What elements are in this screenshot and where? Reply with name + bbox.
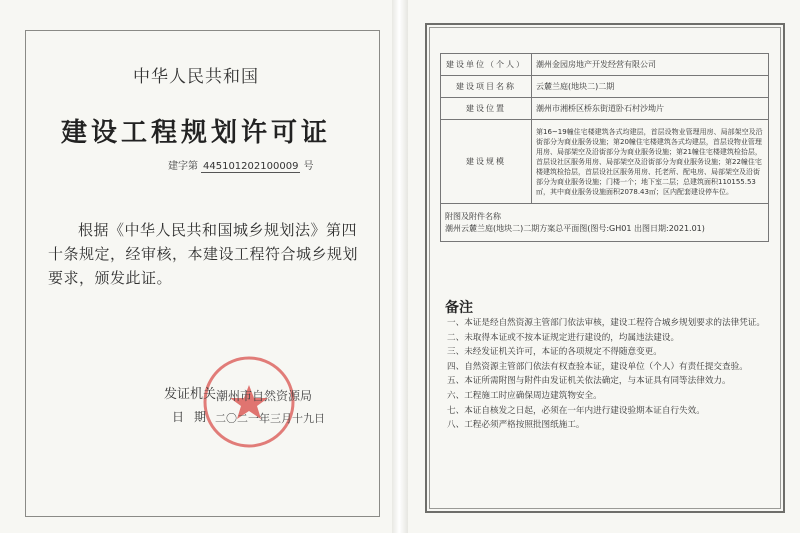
certificate-body-text: 根据《中华人民共和国城乡规划法》第四十条规定，经审核，本建设工程符合城乡规划要求，颁发此证。	[48, 221, 359, 287]
note-item: 二、未取得本证或不按本证规定进行建设的，均属违法建设。	[447, 332, 680, 343]
certificate-number: 445101202100009	[203, 161, 299, 172]
notes-title: 备注	[445, 300, 473, 316]
note-item: 三、未经发证机关许可，本证的各项规定不得随意变更。	[447, 347, 662, 358]
attachments-label: 附图及附件名称	[445, 211, 501, 221]
certificate-title: 建设工程规划许可证	[60, 118, 331, 148]
note-item: 六、工程施工时应确保周边建筑物安全。	[447, 390, 602, 401]
note-item: 五、本证所需附图与附件由发证机关依法确定，与本证具有同等法律效力。	[447, 376, 731, 387]
number-suffix: 号	[303, 161, 314, 172]
row-value: 云麓兰庭(地块二)二期	[532, 76, 769, 98]
issuer-label: 发证机关	[164, 387, 217, 402]
table-row	[441, 120, 769, 204]
row-label: 建设单位（个人）	[441, 54, 532, 76]
row-value: 潮州金园房地产开发经营有限公司	[532, 54, 769, 76]
note-item: 四、自然资源主管部门依法有权查验本证，建设单位（个人）有责任提交查验。	[447, 361, 748, 372]
attachments-cell	[441, 204, 769, 242]
certificate-number-line	[168, 157, 313, 173]
note-item: 七、本证自核发之日起，必须在一年内进行建设验期本证自行失效。	[447, 405, 705, 416]
table-row	[441, 76, 769, 98]
row-value: 第16~19幢住宅楼建筑各式均建层，首层设物业管理用房、局部架空及沿街部分为商业服务设施；第20幢住宅楼建筑各式均建层，首层设物业管理用房、局部架空及沿街部分为商业服务设施；第21幢住宅楼建筑检拾层，首层设社区服务用房、局部架空及沿街部分为商业服务设施；第22幢住宅楼建筑检拾层，首层设社区服务用房、托老所、配电房、局部架空及沿街部分为商业服务设施；门楼一个；地下室二层；总建筑面积110155.53㎡，其中商业服务设施面积2078.43㎡；区内配套建设停车位。	[532, 120, 769, 204]
row-label: 建设项目名称	[441, 76, 532, 98]
issuer-name: 潮州市自然资源局	[216, 389, 313, 403]
table-row	[441, 54, 769, 76]
row-label: 建设规模	[441, 120, 532, 204]
table-row	[441, 204, 769, 242]
note-item: 八、工程必须严格按照批图纸施工。	[447, 420, 585, 431]
project-info-table	[440, 53, 769, 242]
note-item: 一、本证是经自然资源主管部门依法审核，建设工程符合城乡规划要求的法律凭证。	[447, 318, 765, 328]
number-prefix: 建字第	[168, 161, 198, 172]
issue-date: 二〇二一年三月十九日	[215, 412, 325, 425]
row-value: 潮州市湘桥区桥东街道卧石村沙坳片	[532, 98, 769, 120]
date-label: 日期	[172, 410, 217, 424]
notes-list	[447, 318, 777, 435]
page-gutter	[392, 0, 408, 533]
row-label: 建设位置	[441, 98, 532, 120]
country-heading: 中华人民共和国	[133, 67, 259, 87]
attachments-value: 潮州云麓兰庭(地块二)二期方案总平面图(图号:GH01 出图日期:2021.01)	[445, 223, 705, 233]
table-row	[441, 98, 769, 120]
